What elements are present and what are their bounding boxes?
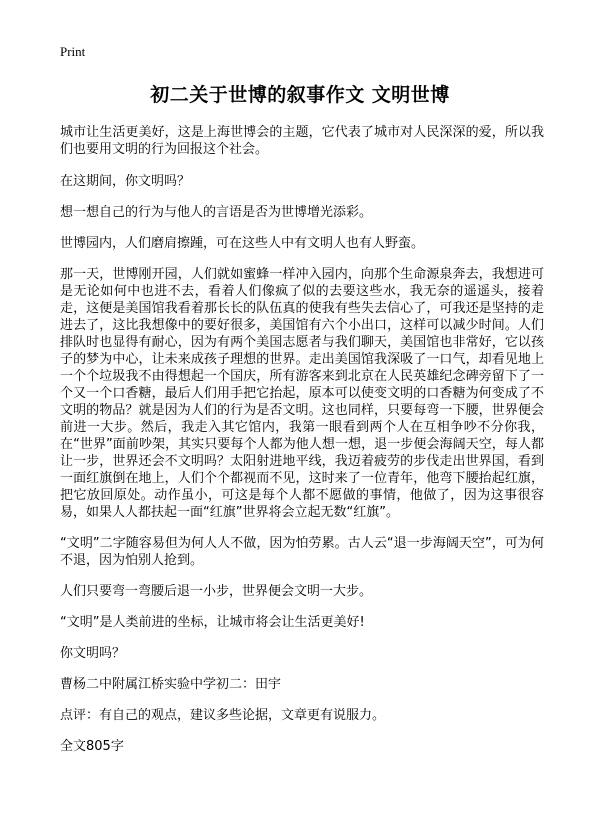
paragraph-step-back: 人们只要弯一弯腰后退一小步，世界便会文明一大步。 [60,584,373,599]
print-link[interactable]: Print [60,44,86,59]
word-count: 全文805字 [60,739,124,754]
article-title: 初二关于世博的叙事作文 文明世博 [150,84,450,106]
paragraph-intro: 城市让生活更美好，这是上海世博会的主题，它代表了城市对人民深深的爱，所以我们也要用文明的行为回报这个社会。 [60,125,544,157]
paragraph-closing-question: 你文明吗？ [60,646,126,661]
paragraph-coordinate: “文明”是人类前进的坐标，让城市将会让生活更美好! [60,615,365,630]
comment-line: 点评：有自己的观点，建议多些论据，文章更有说服力。 [60,708,386,723]
article-body [60,124,544,769]
paragraph-civility: “文明”二字随容易但为何人人不做，因为怕劳累。古人云“退一步海阔天空”，可为何不退，因为怕别人抢到。 [60,536,544,568]
author-line: 曹杨二中附属江桥实验中学初二：田宇 [60,677,282,692]
paragraph-crowd: 世博园内，人们磨肩擦踵，可在这些人中有文明人也有人野蛮。 [60,236,425,251]
paragraph-question: 在这期间，你文明吗？ [60,174,191,189]
paragraph-story: 那一天，世博刚开园，人们就如蜜蜂一样冲入园内，向那个生命源泉奔去，我想进可是无论如何中也进不去，看着人们像疯了似的去要这些水，我无奈的遥遥头，接着走，这便是美国馆我看着那长长的队伍真的使我有些失去信心了，可我还是坚持的走进去了，这比我想像中的要好很多，美国馆有六个小出口，这样可以减少时间。人们排队时也显得有耐心，因为有两个美国志愿者与我们聊天，美国馆也非常好，它以孩子的梦为中心，让未来成孩子理想的世界。走出美国馆我深吸了一口气，却看见地上一个个垃圾我不由得想起一个国庆，所有游客来到北京在人民英雄纪念碑旁留下了一个又一个口香糖，最后人们用手把它抬起，原本可以使变文明的口香糖为何变成了不文明的物品？就是因为人们的行为是否文明。这也同样，只要每弯一下腰，世界便会前进一大步。然后，我走入其它馆内，我第一眼看到两个人在互相争吵不分你我，在“世界”面前吵架，其实只要每个人都为他人想一想，退一步便会海阔天空，每人都让一步，世界还会不文明吗？太阳射进地平线，我迈着疲劳的步伐走出世界国，看到一面红旗倒在地上，人们个个都视而不见，这时来了一位青年，他弯下腰抬起红旗，把它放回原处。动作虽小，可这是每个人都不愿做的事情，他做了，因为这事很容易，如果人人都扶起一面“红旗”世界将会立起无数“红旗”。 [60,267,544,520]
paragraph-reflect: 想一想自己的行为与他人的言语是否为世博增光添彩。 [60,205,373,220]
